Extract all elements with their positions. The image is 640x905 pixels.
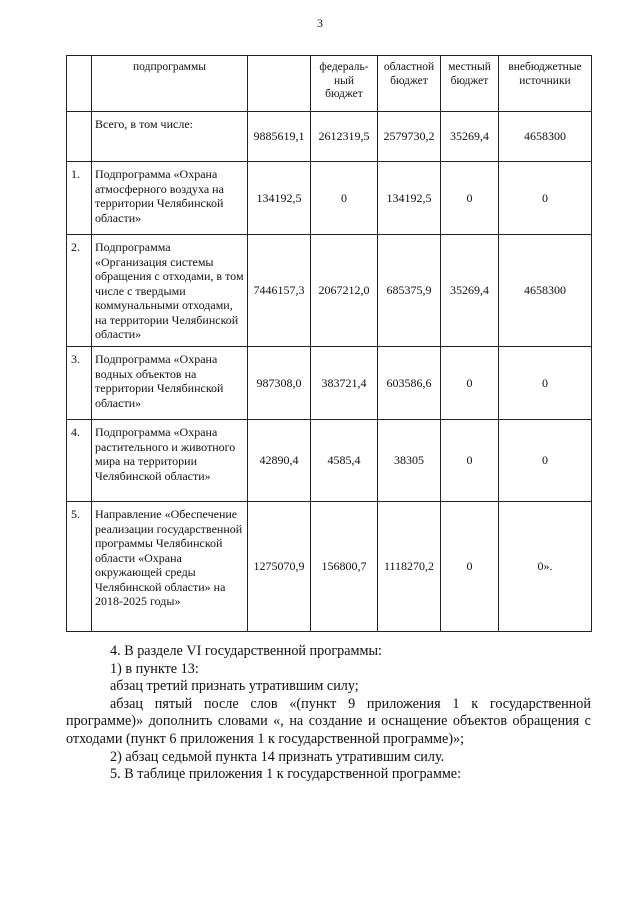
paragraph-third-abzac: абзац третий признать утратившим силу; bbox=[110, 678, 359, 695]
row-name: Подпрограмма «Охрана водных объектов на территории Челябинской области» bbox=[92, 347, 248, 420]
row-federal: 2612319,5 bbox=[311, 112, 378, 162]
row-regional: 685375,9 bbox=[378, 235, 441, 347]
row-federal: 0 bbox=[311, 162, 378, 235]
row-total: 42890,4 bbox=[248, 420, 311, 502]
row-extrabudgetary: 0». bbox=[499, 502, 592, 632]
row-number: 5. bbox=[67, 502, 92, 632]
row-name: Подпрограмма «Организация системы обращения с отходами, в том числе с твердыми коммунальными отходами, на территории Челябинской области» bbox=[92, 235, 248, 347]
row-local: 0 bbox=[441, 502, 499, 632]
row-number: 2. bbox=[67, 235, 92, 347]
row-regional: 1118270,2 bbox=[378, 502, 441, 632]
paragraph-appendix-1: 5. В таблице приложения 1 к государственной программе: bbox=[110, 766, 462, 783]
row-number: 1. bbox=[67, 162, 92, 235]
row-number bbox=[67, 112, 92, 162]
row-local: 0 bbox=[441, 347, 499, 420]
row-regional: 38305 bbox=[378, 420, 441, 502]
row-extrabudgetary: 0 bbox=[499, 347, 592, 420]
row-name: Подпрограмма «Охрана растительного и животного мира на территории Челябинской области» bbox=[92, 420, 248, 502]
table-row bbox=[67, 162, 592, 235]
row-total: 1275070,9 bbox=[248, 502, 311, 632]
row-regional: 2579730,2 bbox=[378, 112, 441, 162]
page-number: 3 bbox=[317, 16, 323, 30]
paragraph-point-13: 1) в пункте 13: bbox=[110, 660, 199, 677]
row-federal: 156800,7 bbox=[311, 502, 378, 632]
row-extrabudgetary: 4658300 bbox=[499, 235, 592, 347]
row-federal: 2067212,0 bbox=[311, 235, 378, 347]
row-name: Направление «Обеспечение реализации государственной программы Челябинской области «Охрана окружающей среды Челябинской области» на 2018-2025 годы» bbox=[92, 502, 248, 632]
row-regional: 134192,5 bbox=[378, 162, 441, 235]
header-num bbox=[67, 56, 92, 112]
row-name: Всего, в том числе: bbox=[92, 112, 248, 162]
row-extrabudgetary: 4658300 bbox=[499, 112, 592, 162]
row-extrabudgetary: 0 bbox=[499, 420, 592, 502]
row-local: 35269,4 bbox=[441, 235, 499, 347]
row-local: 35269,4 bbox=[441, 112, 499, 162]
row-total: 9885619,1 bbox=[248, 112, 311, 162]
table-row bbox=[67, 502, 592, 632]
header-subprograms: подпрограммы bbox=[92, 56, 248, 112]
row-name: Подпрограмма «Охрана атмосферного воздуха на территории Челябинской области» bbox=[92, 162, 248, 235]
paragraph-point-14: 2) абзац седьмой пункта 14 признать утратившим силу. bbox=[110, 748, 445, 765]
row-local: 0 bbox=[441, 420, 499, 502]
row-federal: 383721,4 bbox=[311, 347, 378, 420]
row-local: 0 bbox=[441, 162, 499, 235]
table-header-row bbox=[67, 56, 592, 112]
row-total: 987308,0 bbox=[248, 347, 311, 420]
table-row bbox=[67, 235, 592, 347]
table-row bbox=[67, 347, 592, 420]
row-number: 4. bbox=[67, 420, 92, 502]
paragraph-section-vi: 4. В разделе VI государственной программы: bbox=[110, 643, 382, 659]
header-extrabudgetary-sources: внебюджетные источники bbox=[499, 56, 592, 112]
header-regional-budget: областной бюджет bbox=[378, 56, 441, 112]
row-regional: 603586,6 bbox=[378, 347, 441, 420]
header-local-budget: местный бюджет bbox=[441, 56, 499, 112]
row-federal: 4585,4 bbox=[311, 420, 378, 502]
row-total: 7446157,3 bbox=[248, 235, 311, 347]
budget-table bbox=[66, 55, 592, 632]
table-row bbox=[67, 420, 592, 502]
paragraph-fifth-abzac: абзац пятый после слов «(пункт 9 приложения 1 к государственной программе)» дополнить словами «, на создание и оснащение объектов обращения с отходами (пункт 6 приложения 1 к государственной программе)»; bbox=[66, 695, 591, 747]
header-federal-budget: федераль-ный бюджет bbox=[311, 56, 378, 112]
body-text bbox=[66, 643, 591, 784]
row-extrabudgetary: 0 bbox=[499, 162, 592, 235]
row-total: 134192,5 bbox=[248, 162, 311, 235]
header-total bbox=[248, 56, 311, 112]
table-row-total bbox=[67, 112, 592, 162]
row-number: 3. bbox=[67, 347, 92, 420]
